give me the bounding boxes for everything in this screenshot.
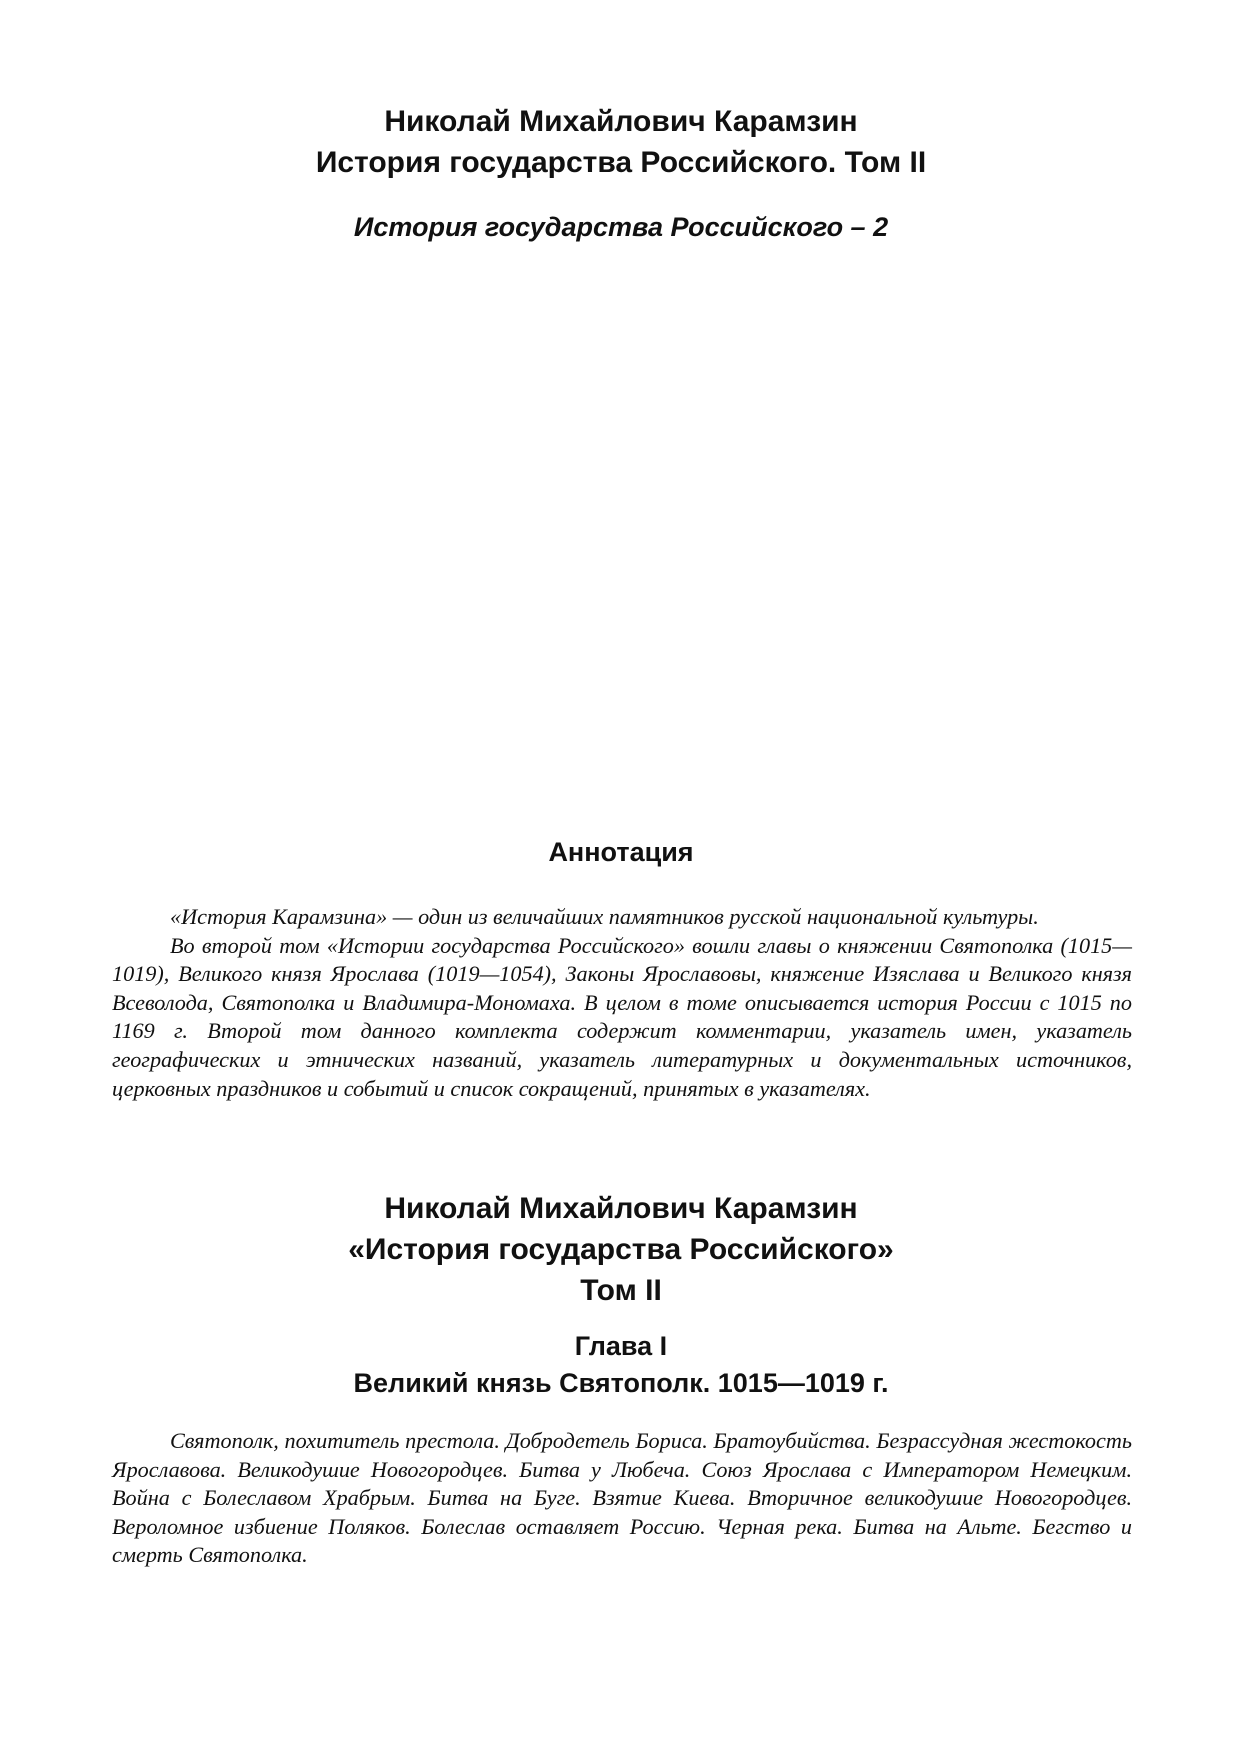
annotation-paragraph: «История Карамзина» — один из величайших памятников русской национальной культуры. bbox=[170, 904, 1039, 929]
annotation-body bbox=[112, 903, 1132, 1103]
chapter-title: Великий князь Святополк. 1015—1019 г. bbox=[353, 1368, 889, 1398]
document-title: История государства Российского. Том II bbox=[315, 146, 927, 179]
annotation-heading: Аннотация bbox=[548, 837, 694, 867]
annotation-paragraph: Во второй том «Истории государства Российского» вошли главы о княжении Святополка (1015—1019), Великого князя Ярослава (1019—1054), Законы Ярославовы, княжение Изяслава и Великого князя Всеволода, Святополка и Владимира-Мономаха. В целом в томе описывается история России с 1015 по 1169 г. Второй том данного комплекта содержит комментарии, указатель имен, указатель географических и этнических названий, указатель литературных и документальных источников, церковных праздников и событий и список сокращений, принятых в указателях. bbox=[112, 932, 1132, 1101]
document-subtitle: История государства Российского – 2 bbox=[353, 212, 889, 242]
document-author: Николай Михайлович Карамзин bbox=[384, 105, 858, 138]
book-heading bbox=[0, 1188, 1242, 1311]
chapter-summary bbox=[112, 1427, 1132, 1570]
chapter-heading bbox=[0, 1328, 1242, 1402]
book-title: «История государства Российского» bbox=[348, 1233, 894, 1266]
book-author: Николай Михайлович Карамзин bbox=[384, 1192, 858, 1225]
chapter-summary-text: Святополк, похититель престола. Добродетель Бориса. Братоубийства. Безрассудная жестокость Ярославова. Великодушие Новогородцев. Битва у Любеча. Союз Ярослава с Императором Немецким. Война с Болеславом Храбрым. Битва на Буге. Взятие Киева. Вторичное великодушие Новогородцев. Вероломное избиение Поляков. Болеслав оставляет Россию. Черная река. Битва на Альте. Бегство и смерть Святополка. bbox=[112, 1428, 1132, 1568]
chapter-number: Глава I bbox=[574, 1331, 668, 1361]
book-volume: Том II bbox=[580, 1274, 662, 1307]
